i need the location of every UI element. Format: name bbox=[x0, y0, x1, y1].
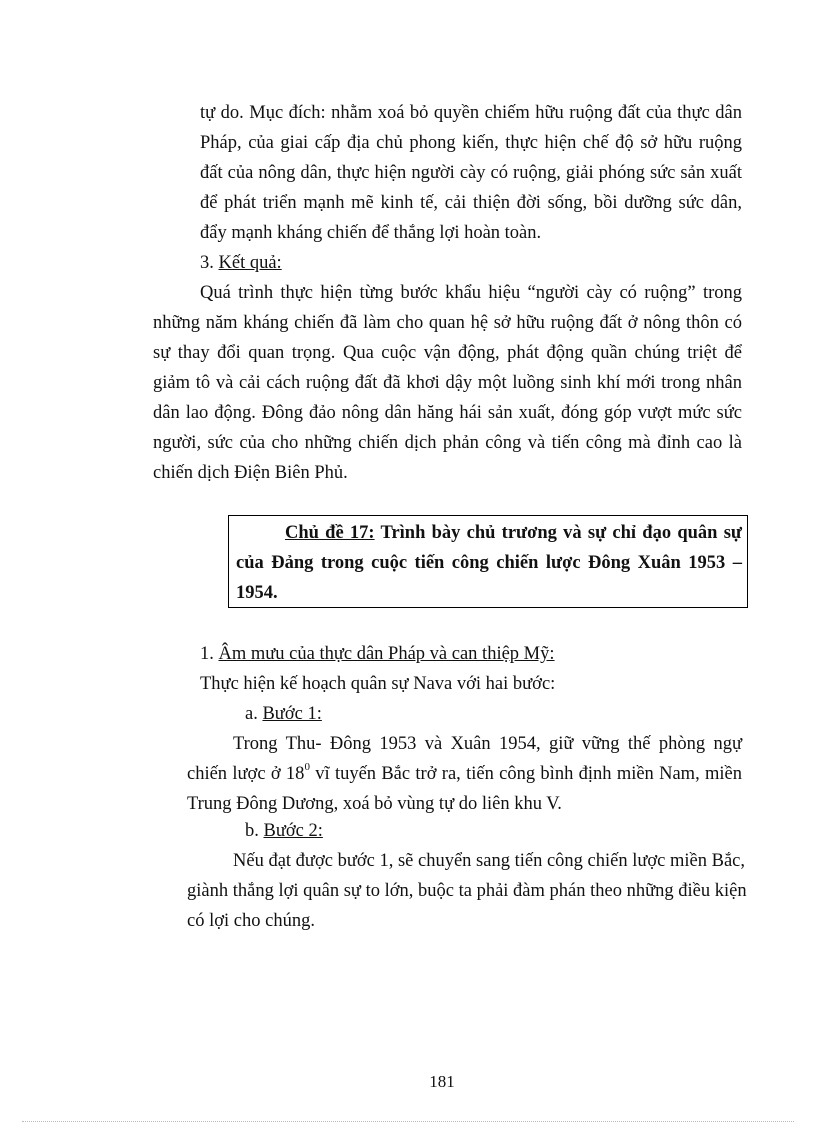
paragraph-line: đất của nông dân, thực hiện người cày có ruộng, giải phóng sức sản xuất bbox=[200, 163, 742, 183]
topic-title-line: 1954. bbox=[236, 583, 278, 603]
paragraph-line bbox=[187, 760, 742, 785]
paragraph-line: Trung Đông Dương, xoá bỏ vùng tự do liên khu V. bbox=[187, 794, 562, 814]
paragraph-line: giảm tô và cải cách ruộng đất đã khơi dậy một luồng sinh khí mới trong nhân bbox=[153, 373, 742, 393]
paragraph-line: giành thắng lợi quân sự to lớn, buộc ta phải đàm phán theo những điều kiện bbox=[187, 881, 747, 901]
paragraph-line: những năm kháng chiến đã làm cho quan hệ sở hữu ruộng đất ở nông thôn có bbox=[153, 313, 742, 333]
section-1-heading bbox=[200, 643, 555, 665]
topic-title-line bbox=[285, 522, 742, 544]
topic-title-line: của Đảng trong cuộc tiến công chiến lược Đông Xuân 1953 – bbox=[236, 553, 742, 573]
paragraph-line: Trong Thu- Đông 1953 và Xuân 1954, giữ vững thế phòng ngự bbox=[233, 734, 742, 754]
topic-label: Chủ đề 17: bbox=[285, 523, 375, 543]
step-prefix: a. bbox=[245, 704, 263, 724]
paragraph-line: Nếu đạt được bước 1, sẽ chuyển sang tiến công chiến lược miền Bắc, bbox=[233, 851, 746, 871]
paragraph-line: người, sức của cho những chiến dịch phản công và tiến công mà đỉnh cao là bbox=[153, 433, 742, 453]
section-number: 1. bbox=[200, 644, 219, 664]
section-title: Âm mưu của thực dân Pháp và can thiệp Mỹ: bbox=[218, 644, 555, 664]
paragraph-line: chiến dịch Điện Biên Phủ. bbox=[153, 463, 348, 483]
text-segment: vĩ tuyến Bắc trở ra, tiến công bình định miền Nam, miền bbox=[309, 764, 742, 784]
section-number: 3. bbox=[200, 253, 219, 273]
paragraph-line: đẩy mạnh kháng chiến để thắng lợi hoàn toàn. bbox=[200, 223, 542, 243]
paragraph-line: tự do. Mục đích: nhằm xoá bỏ quyền chiếm hữu ruộng đất của thực dân bbox=[200, 103, 742, 123]
paragraph-line: có lợi cho chúng. bbox=[187, 911, 315, 931]
page-number: 181 bbox=[429, 1072, 455, 1091]
section-intro: Thực hiện kế hoạch quân sự Nava với hai bước: bbox=[200, 674, 556, 694]
step-b-heading bbox=[245, 820, 323, 842]
step-label: Bước 2: bbox=[263, 821, 323, 841]
section-3-heading bbox=[200, 252, 282, 274]
step-prefix: b. bbox=[245, 821, 264, 841]
step-a-heading bbox=[245, 703, 322, 725]
topic-title: Trình bày chủ trương và sự chỉ đạo quân sự bbox=[374, 523, 742, 543]
text-segment: chiến lược ở 18 bbox=[187, 764, 305, 784]
paragraph-line: để phát triển mạnh mẽ kinh tế, cải thiện đời sống, bồi dưỡng sức dân, bbox=[200, 193, 742, 213]
footer-divider bbox=[22, 1121, 794, 1122]
paragraph-line: sự thay đổi quan trọng. Qua cuộc vận động, phát động quần chúng triệt để bbox=[153, 343, 742, 363]
paragraph-line: dân lao động. Đông đảo nông dân hăng hái sản xuất, đóng góp vượt mức sức bbox=[153, 403, 742, 423]
paragraph-line: Pháp, của giai cấp địa chủ phong kiến, thực hiện chế độ sở hữu ruộng bbox=[200, 133, 742, 153]
degree-superscript: 0 bbox=[304, 760, 310, 773]
paragraph-line: Quá trình thực hiện từng bước khẩu hiệu “người cày có ruộng” trong bbox=[200, 283, 742, 303]
section-title: Kết quả: bbox=[218, 253, 282, 273]
step-label: Bước 1: bbox=[262, 704, 322, 724]
